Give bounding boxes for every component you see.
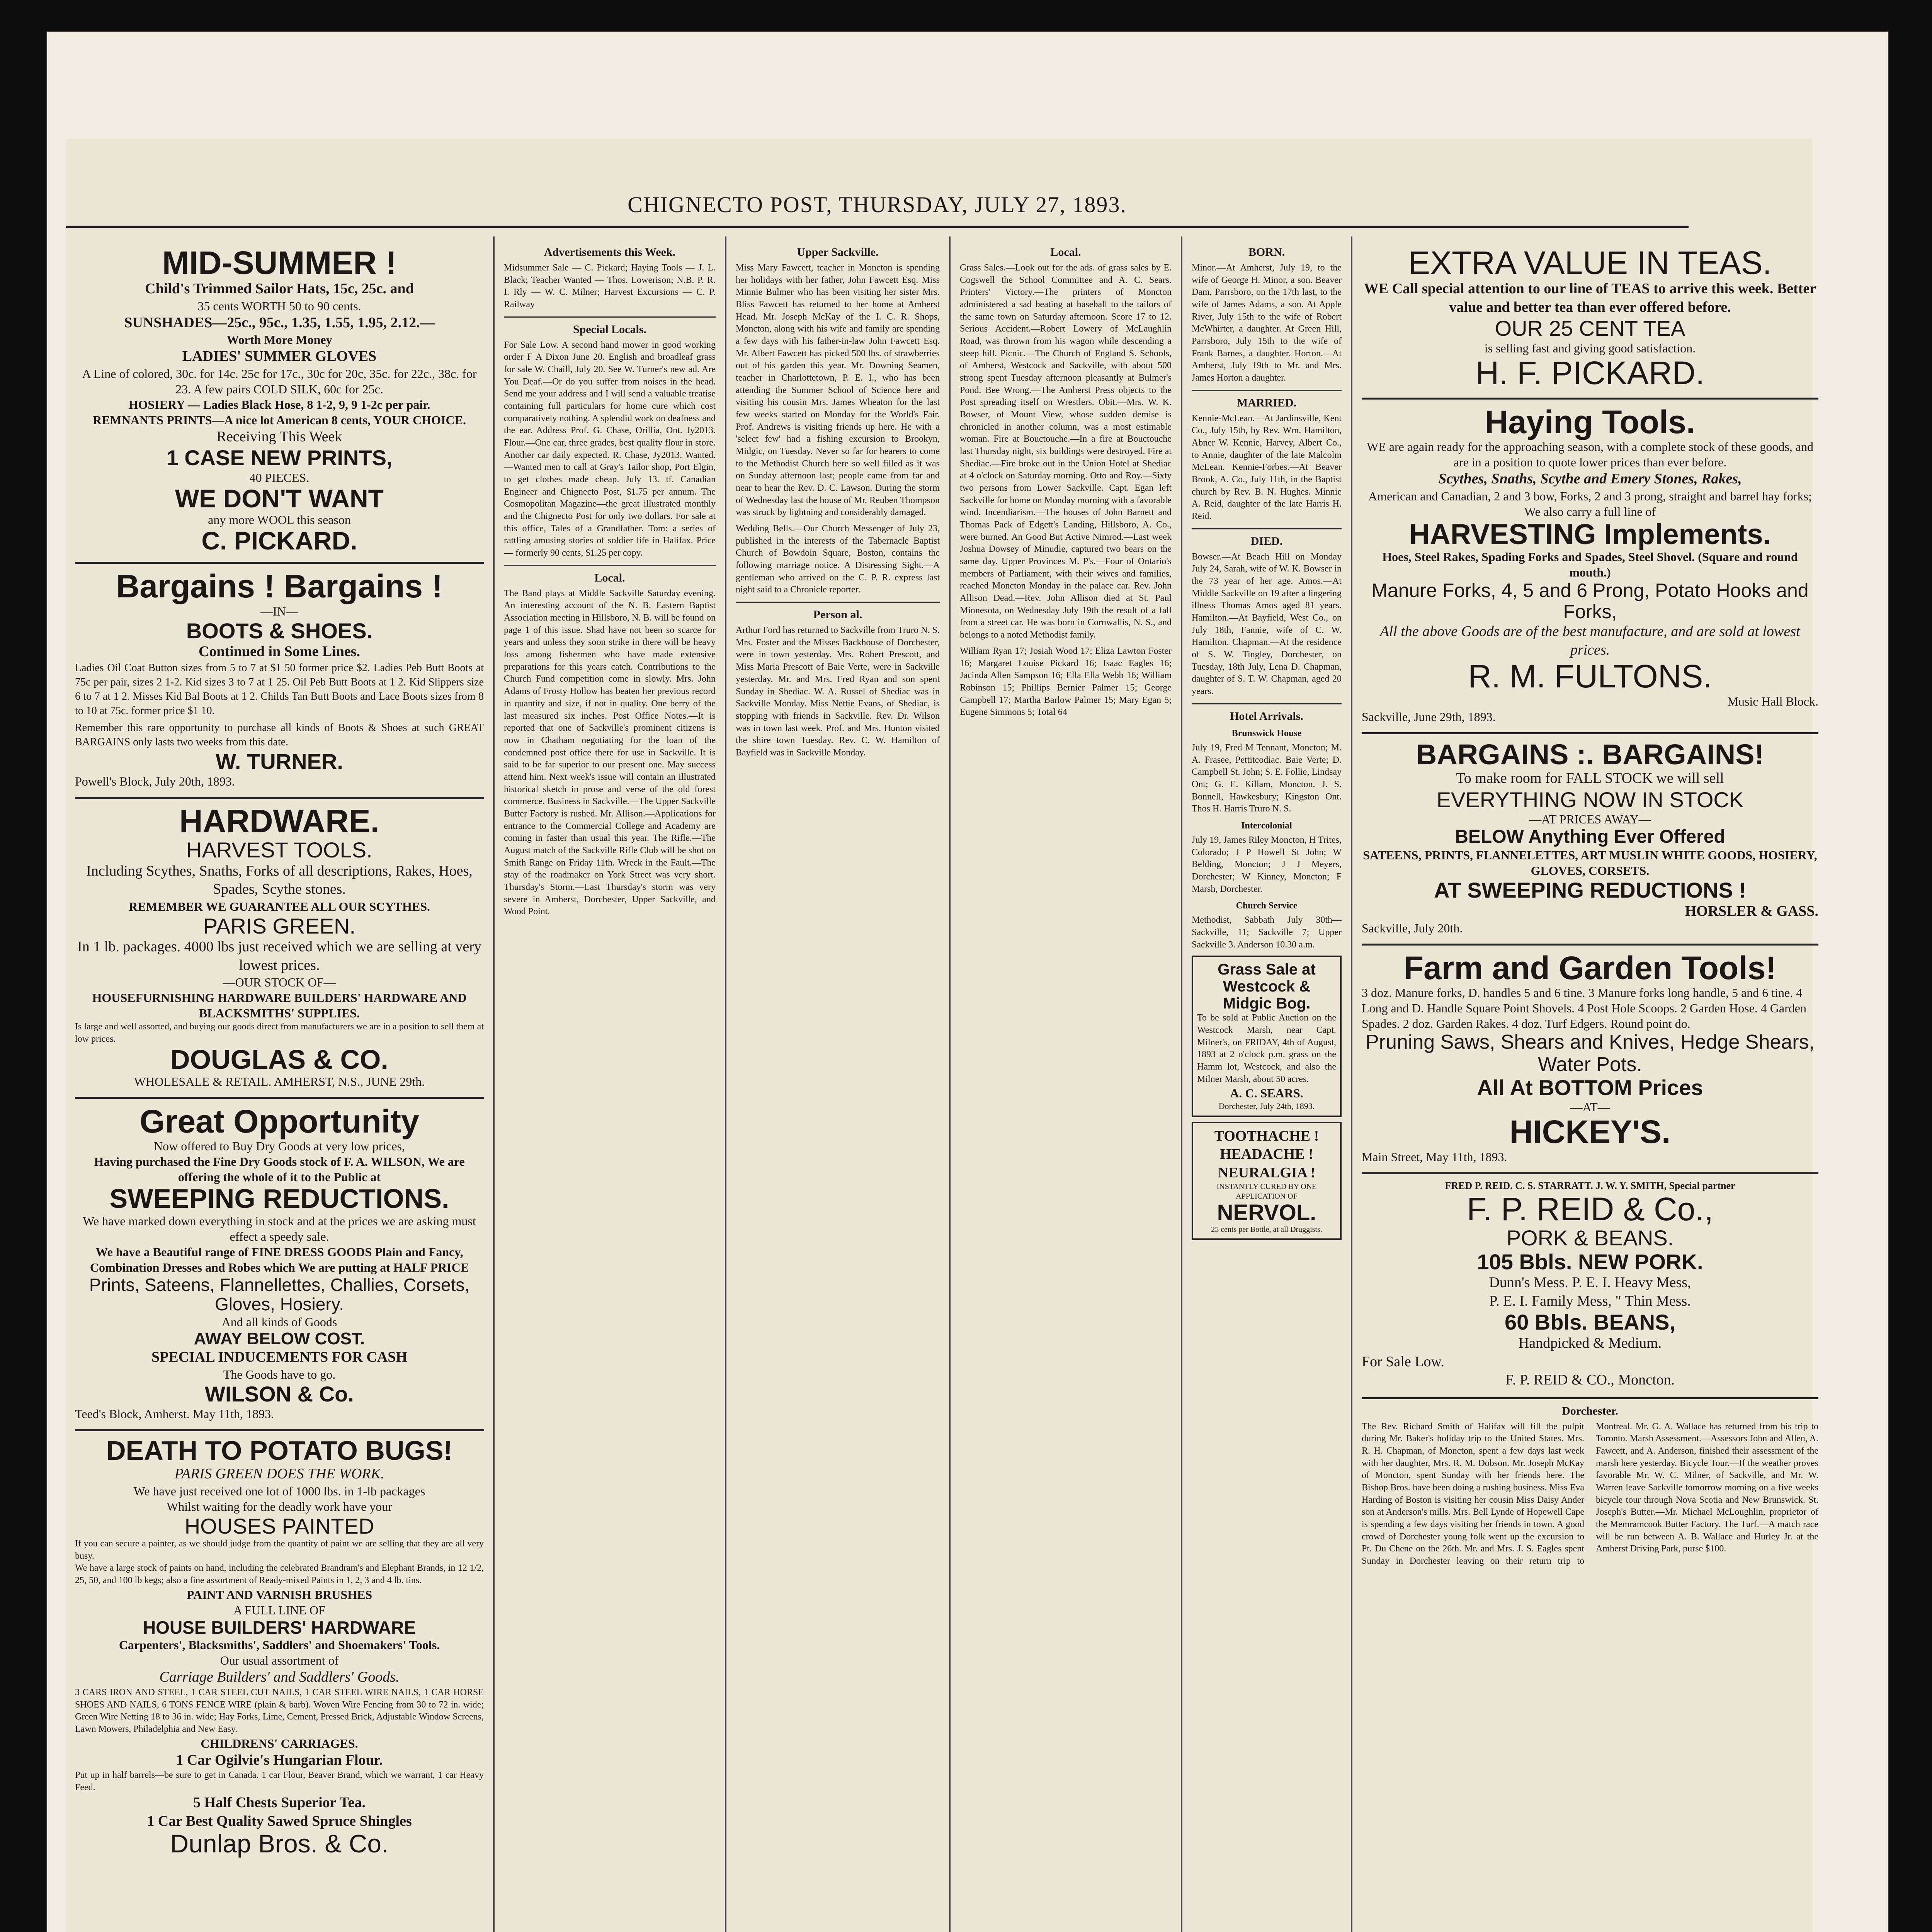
bargains-title-2: BARGAINS :. BARGAINS! [1416, 738, 1764, 770]
full-line: A FULL LINE OF [233, 1603, 325, 1617]
douglas-signature: DOUGLAS & CO. [170, 1044, 388, 1075]
wilson-signature: WILSON & Co. [205, 1381, 354, 1406]
headache: HEADACHE ! [1220, 1146, 1313, 1163]
boots-shoes: BOOTS & SHOES. [186, 618, 373, 643]
neuralgia: NEURALGIA ! [1218, 1164, 1316, 1181]
farm-tools-ad [1362, 946, 1818, 1174]
hosiery: HOSIERY — Ladies Black Hose, 8 1-2, 9, 9 1-2c per pair. [128, 397, 430, 412]
potato-line2: Whilst waiting for the deadly work have your [167, 1499, 392, 1514]
teas-title: EXTRA VALUE IN TEAS. [1408, 245, 1772, 281]
gloves-body: A Line of colored, 30c. for 14c. 25c for 17c., 30c for 20c, 35c. for 22c., 38c. for 23. A few pairs COLD SILK, 60c for 25c. [82, 366, 477, 396]
upper-sackville-body: Miss Mary Fawcett, teacher in Moncton is spending her holidays with her father, John Fawcett Esq. Miss Minnie Bulmer who has been visiting her sister Mrs. Bliss Fawcett has returned to her home at Amherst Head. Mr. Joseph McKay of the I. C. R. Shops, Moncton, along with his wife and family are spending a few days with his father-in-law John Fawcett Esq. Mr. Albert Fawcett has picked 500 lbs. of strawberries out of his garden this year. Mr. Downing Seamen, teacher in Charlottetown, P. E. I., who has been attending the Summer School of Science here and visiting his cousin Mrs. James Wheaton for the last few weeks started on Monday for the World's Fair. Prof. Andrews is visiting friends up here. He with a 'select few' had a fishing excursion to Brookyn, Midgic, on Tuesday. Never so far for hearers to come to the Methodist Church here so well filled as it was on Sunday afternoon last; people came from far and near to hear the Rev. D. C. Lawson. During the storm of Wednesday last the house of Mr. Reuben Thompson was struck by lightning and considerably damaged. [736, 263, 940, 518]
midsummer-ad [75, 240, 484, 564]
houses-painted: HOUSES PAINTED [184, 1514, 374, 1538]
upper-sackville-head: Upper Sackville. [797, 246, 879, 259]
special-inducements: SPECIAL INDUCEMENTS FOR CASH [151, 1349, 407, 1366]
column-2 [495, 236, 726, 1932]
haying-ad [1362, 400, 1818, 734]
opportunity-ad [75, 1099, 484, 1431]
potato-bugs-title: DEATH TO POTATO BUGS! [106, 1435, 452, 1466]
below-anything: BELOW Anything Ever Offered [1455, 827, 1725, 847]
at-sweeping: AT SWEEPING REDUCTIONS ! [1434, 878, 1746, 903]
bargains-ad-2 [1362, 734, 1818, 946]
for-sale-low: For Sale Low. [1362, 1353, 1444, 1370]
farm-list: 3 doz. Manure forks, D. handles 5 and 6 tine. 3 Manure forks long handle, 5 and 6 tine. 4 Long and D. Handle Square Point Shovels. 4 Post Hole Scoops. 2 Garden Hose. 4 Garden Spades. 2 doz. Garden Rakes. 4 doz. Turf Edgers. Round point do. [1362, 986, 1806, 1031]
bargains-in: —IN— [260, 604, 298, 618]
column-3 [726, 236, 951, 1932]
beans: 60 Bbls. BEANS, [1505, 1310, 1675, 1335]
bargains-ad [75, 564, 484, 799]
manure-forks: Manure Forks, 4, 5 and 6 Prong, Potato Hooks and Forks, [1371, 580, 1809, 623]
grass-signature: A. C. SEARS. [1230, 1086, 1303, 1100]
guarantee: REMEMBER WE GUARANTEE ALL OUR SCYTHES. [129, 899, 430, 913]
reid-partners: FRED P. REID. C. S. STARRATT. J. W. Y. SMITH, Special partner [1445, 1180, 1735, 1191]
turner-signature: W. TURNER. [216, 749, 343, 774]
opportunity-line4: We have a Beautiful range of FINE DRESS GOODS Plain and Fancy, Combination Dresses and Robes which We are putting at HALF PRICE [90, 1245, 469, 1274]
dorchester-head: Dorchester. [1562, 1404, 1618, 1417]
hardware-ad [75, 799, 484, 1099]
our-stock: —OUR STOCK OF— [223, 975, 336, 990]
haying-title: Haying Tools. [1485, 403, 1696, 440]
fall-stock: To make room for FALL STOCK we will sell [1456, 770, 1724, 787]
haying-body2: American and Canadian, 2 and 3 bow, Forks, 2 and 3 prong, straight and barrel hay forks; We also carry a full line of [1368, 489, 1812, 519]
local-body: The Band plays at Middle Sackville Saturday evening. An interesting account of the N. B. Eastern Baptist Association meeting in Hillsboro, N. B. will be found on page 1 of this issue. Shad have not been so scarce for years and unless they soon strike in there will be heavy loss among fishermen who have made extensive preparations for this years catch. Contributions to the Church Fund competition come in slowly. Mrs. John Adams of Frosty Hollow has beaten her previous record in quantity and size, if not in quality. One berry of the last measured six inches. Post Office Notes.—It is reported that one of Sackville's prominent citizens is now in Chatham negotiating for the loan of the condemned post office there for use in Sackville. It is said to be far superior to our present one. May success attend him. Next week's issue will contain an illustrated historical sketch in prose and verse of the old forest commerce. Business in Sackville.—The Upper Sackville Butter Factory is rushed. Mr. Allison.—Applications for entrance to the Commercial College and Academy are coming in faster than usual this year. The Rifle.—The August match of the Sackville Rifle Club will be shot on Smith Range on Friday 11th. Wreck in the Fault.—The stay of the roadmaker on York Street was very short. Thursday's Storm.—Last Thursday's storm was very severe in Amherst, Dorchester, Upper Sackville, and Wood Point. [504, 588, 716, 917]
everything-in-stock: EVERYTHING NOW IN STOCK [1436, 787, 1744, 812]
carriage-goods: Carriage Builders' and Saddlers' Goods. [159, 1669, 400, 1685]
mess-1: Dunn's Mess. P. E. I. Heavy Mess, [1489, 1274, 1691, 1291]
fulton-signature: R. M. FULTONS. [1468, 658, 1712, 695]
column-6 [1352, 236, 1828, 1932]
church-head: Church Service [1236, 901, 1298, 911]
harvesting-implements: HARVESTING Implements. [1409, 518, 1771, 550]
below-cost: AWAY BELOW COST. [194, 1329, 365, 1349]
pickard-signature: C. PICKARD. [201, 526, 357, 555]
wool: any more WOOL this season [208, 513, 351, 527]
potato-line3: If you can secure a painter, as we should judge from the quantity of paint we are selling that they are all very busy. [75, 1539, 484, 1561]
opportunity-goods: Prints, Sateens, Flannellettes, Challies, Corsets, Gloves, Hosiery. [89, 1274, 470, 1315]
harvest-body: Hoes, Steel Rakes, Spading Forks and Spades, Steel Shovel. (Square and round mouth.) [1382, 550, 1798, 580]
intercolonial-body: July 19, James Riley Moncton, H Trites, Colorado; J P Howell St John; W Belding, Moncton; J J Meyers, Dorchester; W Kinney, Moncton; F Marsh, Dorchester. [1192, 835, 1342, 894]
prices-away: —AT PRICES AWAY— [1529, 812, 1651, 827]
worth-more: Worth More Money [226, 333, 332, 347]
special-locals-body: For Sale Low. A second hand mower in good working order F A Dixon June 20. English and broadleaf grass for sale W. Chaill, July 20. See W. Turner's new ad. Are You Deaf.—Or do you suffer from noises in the head. Send me your address and I will send a valuable treatise containing full particulars for home cure which cost comparatively nothing. A splendid work on deafness and the ear. Address Prof. G. Chase, Orillia, Ont. Jy2013. Flour.—One car, three grades, best quality flour in store. Another car daily expected. R. Chase, Jy2013. Wanted.—Wanted men to call at Gray's Tailor shop, Port Elgin, to get clothes made cheap. July 13. tf. Canadian Engineer and Chignecto Post, $1.75 per annum. The Cosmopolitan Magazine—the great illustrated monthly and the Chignecto Post for only two dollars. For sale at this office, Tales of a Grandfather. Tom: a series of rattling amusing stories of soldier life in Halifax. Price — formerly 90 cents, $1.25 per copy. [504, 340, 716, 558]
masthead: CHIGNECTO POST, THURSDAY, JULY 27, 1893. [66, 185, 1689, 228]
local-head: Local. [594, 571, 625, 584]
hotel-body: July 19, Fred M Tennant, Moncton; M. A. Frasee, Pettitcodiac. Baie Verte; D. Campbell St. John; S. E. Follie, Lindsay Ont; G. E. Killam, Moncton. J. S. Bonnell, Hawkesbury; Kingston Ont. Thos H. Harris Truro N. S. [1192, 742, 1342, 814]
farm-title: Farm and Garden Tools! [1403, 950, 1777, 986]
iron-list: 3 CARS IRON AND STEEL, 1 CAR STEEL CUT NAILS, 1 CAR STEEL WIRE NAILS, 1 CAR HORSE SHOES AND NAILS, 6 TONS FENCE WIRE (plain & barb). Woven Wire Fencing from 30 to 72 in. wide; Green Wire Netting 18 to 36 in. wide; Hay Forks, Lime, Cement, Pressed Brick, Adjustable Window Screens, Lawn Mowers, Philadelphia and New Easy. [75, 1687, 484, 1734]
hf-pickard: H. F. PICKARD. [1475, 354, 1705, 391]
sweeping-reductions: SWEEPING REDUCTIONS. [109, 1184, 449, 1214]
grass-sale-ad [1192, 956, 1342, 1117]
horsler-date: Sackville, July 20th. [1362, 921, 1463, 935]
reid-signature: F. P. REID & CO., Moncton. [1505, 1372, 1675, 1388]
flour-body: Put up in half barrels—be sure to get in Canada. 1 car Flour, Beaver Brand, which we warrant, 1 car Heavy Feed. [75, 1770, 484, 1793]
music-hall-block: Music Hall Block. [1727, 694, 1818, 708]
bottom-prices: All At BOTTOM Prices [1477, 1075, 1703, 1100]
hickeys: HICKEY'S. [1509, 1114, 1671, 1150]
trades-tools: Carpenters', Blacksmiths', Saddlers' and Shoemakers' Tools. [119, 1638, 440, 1652]
new-pork: 105 Bbls. NEW PORK. [1477, 1249, 1703, 1274]
advertisements-list: Midsummer Sale — C. Pickard; Haying Tools — J. L. Black; Teacher Wanted — Thos. Lowerison; N.B. P. R. I. Rly — W. C. Milner; Harvest Excursions — C. P. Railway [504, 263, 716, 310]
opportunity-line2: Having purchased the Fine Dry Goods stock of F. A. WILSON, We are offering the whole of it to the Public at [94, 1155, 465, 1184]
born-head: BORN. [1248, 246, 1285, 259]
remnants: REMNANTS PRINTS—A nice lot American 8 cents, YOUR CHOICE. [93, 413, 466, 427]
died-head: DIED. [1250, 534, 1283, 548]
nervol-ad [1192, 1122, 1342, 1240]
died-body: Bowser.—At Beach Hill on Monday July 24, Sarah, wife of W. K. Bowser in the 73 year of her age. Amos.—At Middle Sackville on 19 after a lingering illness Thomas Amos aged 81 years. Hamilton.—At Bayfield, West Co., on July 18th, Fannie, wife of C. W. Hamilton. Chapman.—At the residence of S. W. Tingley, Dorchester, on Tuesday, 18th July, Lena D. Chapman, daughter of S. T. W. Chapman, aged 20 years. [1192, 551, 1342, 697]
hotel-head: Hotel Arrivals. [1230, 709, 1303, 723]
douglas-date: WHOLESALE & RETAIL. AMHERST, N.S., JUNE 29th. [134, 1075, 425, 1089]
sailor-hats: Child's Trimmed Sailor Hats, 15c, 25c. and [145, 281, 414, 297]
mess-2: P. E. I. Family Mess, " Thin Mess. [1489, 1293, 1691, 1309]
childrens-carriages: CHILDRENS' CARRIAGES. [201, 1736, 358, 1750]
shingles: 1 Car Best Quality Sawed Spruce Shingles [147, 1813, 412, 1829]
potato-line1: We have just received one lot of 1000 lbs. in 1-lb packages [133, 1484, 425, 1498]
local-head-2: Local. [1050, 246, 1081, 259]
wilson-date: Teed's Block, Amherst. May 11th, 1893. [75, 1406, 274, 1421]
new-prints: 1 CASE NEW PRINTS, [166, 446, 393, 470]
builders-hardware: HOUSE BUILDERS' HARDWARE [143, 1617, 416, 1638]
teas-body: WE Call special attention to our line of TEAS to arrive this week. Better value and better tea than ever offered before. [1364, 281, 1816, 315]
paris-green: PARIS GREEN. [203, 913, 356, 938]
reid-title: F. P. REID & Co., [1467, 1191, 1713, 1228]
haying-body: WE are again ready for the approaching season, with a complete stock of these goods, and are in a position to quote lower prices than ever before. [1366, 440, 1814, 469]
nervol: NERVOL. [1217, 1200, 1316, 1226]
turner-date: Powell's Block, July 20th, 1893. [75, 774, 235, 788]
opportunity-line3: We have marked down everything in stock and at the prices we are asking must effect a speedy sale. [83, 1214, 476, 1243]
haying-italic: Scythes, Snaths, Scythe and Emery Stones, Rakes, [1438, 471, 1742, 487]
married-head: MARRIED. [1236, 396, 1297, 409]
stock-body: Is large and well assorted, and buying our goods direct from manufacturers we are in a position to sell them at low prices. [75, 1022, 484, 1044]
hardware-title: HARDWARE. [179, 803, 379, 839]
dorchester-body: The Rev. Richard Smith of Halifax will fill the pulpit during Mr. Baker's holiday trip to the United States. Mrs. R. H. Chapman, of Moncton, spent a few days last week with her daughter, Mrs. R. M. Dobson. Mr. Joseph McKay of Moncton, spent Sunday with her friends here. The Bishop Bros. have been doing a rushing business. Miss Eva Harding of Boston is visiting her cousin Miss Daisy Ander son at Anderson's mills. Mrs. Bell Lynde of Hopewell Cape is spending a few days visiting her friends in town. A good crowd of Dorchester young folk went up the excursion to Pt. Du Chene on the 26th. Mr. and Mrs. J. S. Eagles spent Sunday in Dorchester leaving on their return trip to Montreal. Mr. G. A. Wallace has returned from his trip to Toronto. Marsh Assessment.—Assessors John and Allen, A. Fawcett, and A. Anderson, finished their assessment of the marsh here yesterday. Bicycle Tour.—If the weather proves favorable Mr. W. C. Milner, of Sackville, and Mr. W. Warren leave Sackville tomorrow morning on a five weeks bicycle tour through Nova Scotia and New Brunswick. St. Joseph's Butter.—Mr. Michael McLoughlin, proprietor of the Memramcook Butter Factory. The Turf.—A match race will be run between A. B. Wallace and Hurley Jr. at the Amherst Driving Park, purse $100. [1362, 1421, 1818, 1566]
teas-ad [1362, 240, 1818, 400]
names-list: William Ryan 17; Josiah Wood 17; Eliza Lawton Foster 16; Margaret Louise Pickard 16; Isaac Eagles 16; Jacinda Allen Sampson 16; Ella Ella Webb 16; William Robinson 15; Phillips Bernier Palmer 15; George Campbell 17; Martha Barlow Palmer 15; Mary Egan 5; Eugene Simmons 5; Total 64 [960, 646, 1172, 718]
goods-to-go: The Goods have to go. [223, 1367, 336, 1381]
nervol-price: 25 cents per Bottle, at all Druggists. [1211, 1225, 1322, 1234]
horsler-signature: HORSLER & GASS. [1685, 903, 1818, 919]
paris-body: In 1 lb. packages. 4000 lbs just received which we are selling at very lowest prices. [77, 939, 481, 973]
columns [66, 236, 1828, 1932]
church-body: Methodist, Sabbath July 30th—Sackville, 11; Sackville 7; Upper Sackville 3. Anderson 10.30 a.m. [1192, 915, 1342, 950]
handpicked: Handpicked & Medium. [1518, 1335, 1662, 1352]
harvest-tools: HARVEST TOOLS. [186, 838, 372, 862]
personal-head: Person al. [813, 608, 862, 621]
fulton-date: Sackville, June 29th, 1893. [1362, 709, 1496, 724]
brushes: PAINT AND VARNISH BRUSHES [186, 1587, 372, 1602]
wedding-body: Wedding Bells.—Our Church Messenger of July 23, published in the interests of the Tabernacle Baptist Church of Bowdoin Square, Boston, contains the following marriage notice. A Distressing Sight.—A gentleman who arrived on the C. P. R. express last night said to a Chronicle reporter. [736, 524, 940, 595]
pruning: Pruning Saws, Shears and Knives, Hedge Shears, Water Pots. [1365, 1031, 1815, 1076]
opportunity-title: Great Opportunity [139, 1103, 419, 1140]
ogilvie-flour: 1 Car Ogilvie's Hungarian Flour. [176, 1752, 383, 1768]
personal-body: Arthur Ford has returned to Sackville from Truro N. S. Mrs. Foster and the Misses Backhouse of Dorchester, were in town yesterday. Mrs. Robert Prescott, and Miss Maria Prescott of Baie Verte, were in Sackville yesterday. Mr. and Mrs. Fred Ryan and son spent Sunday in Shediac. W. A. Russel of Shediac was in Sackville Monday. Miss Nettie Evans, of Shediac, is stopping with friends in Sackville. Rev. Dr. Wilson was in town last week. Prof. and Mrs. Hunton visited the shire town Tuesday. Rev. C. W. Hamilton of Bayfield was in Sackville Monday. [736, 625, 940, 758]
dunlap-signature: Dunlap Bros. & Co. [170, 1829, 389, 1858]
continued: Continued in Some Lines. [198, 643, 361, 660]
boots-remember: Remember this rare opportunity to purchase all kinds of Boots & Shoes at such GREAT BARGAINS only lasts two weeks from this date. [75, 722, 484, 748]
pork-beans: PORK & BEANS. [1506, 1226, 1674, 1250]
instantly-cured: INSTANTLY CURED BY ONE APPLICATION OF [1216, 1182, 1317, 1201]
column-5 [1182, 236, 1352, 1932]
dont-want: WE DON'T WANT [175, 484, 384, 513]
sunshades: SUNSHADES—25c., 95c., 1.35, 1.55, 1.95, 2.12.— [124, 314, 435, 331]
stock-list: HOUSEFURNISHING HARDWARE BUILDERS' HARDWARE AND BLACKSMITHS' SUPPLIES. [92, 991, 467, 1020]
tea-selling: is selling fast and giving good satisfaction. [1484, 341, 1696, 355]
harvest-body: Including Scythes, Snaths, Forks of all descriptions, Rakes, Hoes, Spades, Scythe stones. [86, 862, 473, 898]
married-body: Kennie-McLean.—At Jardinsville, Kent Co., July 15th, by Rev. Wm. Hamilton, Abner W. Kennie, Harvey, Albert Co., to Annie, daughter of the late Malcolm McLean. Kennie-Forbes.—At Beaver Brook, A. Co., July 11th, in the Baptist church by Rev. B. N. Hughes. Minnie A. Reid, daughter of the late Harris H. Reid. [1192, 413, 1342, 522]
grass-title: Grass Sale at Westcock & Midgic Bog. [1218, 961, 1316, 1012]
grass-date: Dorchester, July 24th, 1893. [1218, 1101, 1315, 1111]
bargains-list: SATEENS, PRINTS, FLANNELETTES, ART MUSLIN WHITE GOODS, HOSIERY, GLOVES, CORSETS. [1363, 848, 1817, 878]
column-4 [951, 236, 1182, 1932]
special-locals-head: Special Locals. [573, 323, 646, 336]
opportunity-line1: Now offered to Buy Dry Goods at very low prices, [154, 1139, 405, 1153]
born-body: Minor.—At Amherst, July 19, to the wife of George H. Minor, a son. Beaver Dam, Parrsboro, on the 17th last, to the wife of James Adams, a son. At Apple River, July 15th to the wife of Robert McWhirter, a daughter. At Green Hill, Parrsboro, July 15th to the wife of Frank Barnes, a daughter. Horton.—At Amherst, July 19th to Mr. and Mrs. James Horton a daughter. [1192, 263, 1342, 383]
bargains-title: Bargains ! Bargains ! [116, 568, 443, 605]
grass-body: To be sold at Public Auction on the Westcock Marsh, near Capt. Milner's, on FRIDAY, 4th of August, 1893 at 2 o'clock p.m. grass on the Hamm lot, Westcock, and also the Milner Marsh, about 50 acres. [1197, 1013, 1336, 1084]
reid-ad [1362, 1174, 1818, 1399]
superior-tea: 5 Half Chests Superior Tea. [193, 1794, 366, 1811]
intercolonial-head: Intercolonial [1241, 820, 1292, 831]
receiving: Receiving This Week [216, 428, 342, 445]
paris-green-work: PARIS GREEN DOES THE WORK. [174, 1466, 384, 1482]
hickeys-date: Main Street, May 11th, 1893. [1362, 1150, 1507, 1164]
opportunity-line6: And all kinds of Goods [221, 1315, 337, 1329]
usual-assortment: Our usual assortment of [220, 1653, 339, 1668]
brunswick-house: Brunswick House [1231, 728, 1302, 738]
midsummer-title: MID-SUMMER ! [162, 245, 397, 281]
potato-line4: We have a large stock of paints on hand, including the celebrated Brandram's and Elephant Brands, in 12 1/2, 25, 50, and 100 lb kegs; also a fine assortment of Ready-mixed Paints in 1, 2, 3 and 4 lb. tins. [75, 1563, 484, 1586]
pieces: 40 PIECES. [249, 470, 310, 485]
farm-at: —AT— [1570, 1100, 1610, 1114]
tea-25-cent: OUR 25 CENT TEA [1495, 316, 1685, 341]
column-1 [66, 236, 495, 1932]
gloves-head: LADIES' SUMMER GLOVES [182, 348, 377, 365]
potato-bugs-ad [75, 1431, 484, 1865]
toothache: TOOTHACHE ! [1214, 1128, 1319, 1144]
advertisements-head: Advertisements this Week. [544, 246, 676, 259]
local-body-2: Grass Sales.—Look out for the ads. of grass sales by E. Cogswell the School Committee and A. C. Sears. Printers' Victory.—The printers of Moncton administered a sad beating at baseball to the tailors of the same town on Saturday afternoon. Score 17 to 12. Serious Accident.—Robert Lowery of McLaughlin Road, was thrown from his wagon while descending a steep hill. Picnic.—The Church of England S. Schools, of Amherst, Westcock and Sackville, with about 500 strong spent Tuesday afternoon pleasantly at Bulmer's Pond. Bee Wrong.—The Amherst Press objects to the Post spreading itself on Wrestlers. Obit.—Mrs. W. K. Bowser, of Mount View, whose sudden demise is chronicled in another column, was a most estimable woman. Fire at Bouctouche.—In a fire at Bouctouche last Thursday night, six buildings were destroyed. Fire at Shediac.—Fire broke out in the Union Hotel at Shediac at 4 o'clock on Saturday morning. Otto and Roy.—Sixty two persons from Lower Sackville. Capt. Egan left Sackville for home on Monday morning with a favorable wind. Incendiarism.—The houses of John Barnett and Thomas Pack of Edgett's Landing, Hillsboro, A. Co., were burned. An Good But Active Nimrod.—Last week Joshua Dowsey of Minudie, captured two bears on the same day. Upper Provinces M. P's.—Four of Ontario's members of Parliament, with their wives and families, reached Moncton Monday in the palace car. Rev. John Allison Dead.—Rev. John Allison died at St. Paul Minnesota, on Wednesday July 19th the result of a fall from a street car. He was born in Cornwallis, N. S., and belongs to a noted Methodist family. [960, 263, 1172, 640]
hats-price: 35 cents WORTH 50 to 90 cents. [197, 299, 361, 313]
best-manufacture: All the above Goods are of the best manufacture, and are sold at lowest prices. [1380, 623, 1800, 658]
boots-list: Ladies Oil Coat Button sizes from 5 to 7 at $1 50 former price $2. Ladies Peb Butt Boots at 75c per pair, sizes 2 1-2. Kid sizes 3 to 7 at 1 25. Oil Peb Butt Boots at 1 2. Kid Slippers size 6 to 7 at 1 2. Misses Kid Bal Boots at 1 2. Childs Tan Butt Boots and Lace Boots sizes from 8 to 10 at 75c. former price $1 10. [75, 662, 484, 717]
